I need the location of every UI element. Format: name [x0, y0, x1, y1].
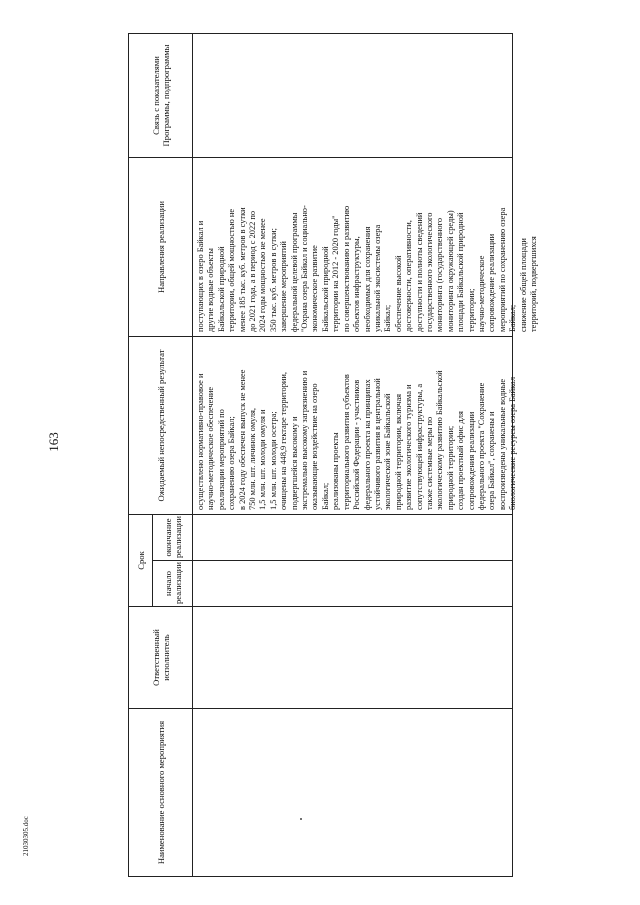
directions-line: территории, общей мощностью не — [227, 208, 237, 332]
directions-line: менее 185 тыс. куб. метров в сутки — [237, 207, 247, 332]
directions-line: Байкальской природной — [320, 246, 330, 332]
directions-line: государственного экологического — [424, 212, 434, 332]
expected_result-line: природной территории; — [445, 425, 455, 510]
expected_result-line: осуществлено нормативно-правовое и — [196, 373, 205, 510]
directions-line: научно-методическое — [476, 255, 486, 332]
cell-executor — [193, 607, 513, 709]
directions-line: поступающих в озеро Байкал и — [196, 220, 205, 332]
directions-line: Байкал; — [508, 304, 518, 332]
header-directions: Направления реализации — [129, 157, 193, 336]
cell-directions — [193, 157, 538, 336]
directions-line: до 2021 года, а в период с 2022 по — [248, 210, 258, 332]
directions-line: площади Байкальской природной — [456, 212, 466, 332]
header-expected-result: Ожидаемый непосредственный результат — [129, 336, 193, 514]
expected_result-line: федерального проекта "Сохранение — [476, 382, 486, 510]
directions-line: территорий, подвергшихся — [529, 236, 538, 332]
expected_result-line: очищены на 448,9 гектаре территории, — [279, 372, 289, 510]
expected_result-line: также системные меры по — [424, 416, 434, 510]
expected_result-line: озера Байкал", сохранены и — [487, 411, 497, 510]
page-number: 163 — [46, 432, 61, 452]
expected_result-line: устойчивого развития в центральной — [372, 378, 382, 510]
directions-line: завершение мероприятий — [279, 241, 289, 332]
rotated-table-container — [128, 34, 538, 877]
directions-line: экономическое развитие — [310, 245, 320, 332]
expected_result-line: территориального развития субъектов — [341, 374, 351, 510]
directions-line: достоверности, оперативности, — [404, 220, 414, 332]
expected_result-line: сопровождения реализации — [466, 411, 476, 510]
directions-line: мониторинга окружающей среды) — [445, 210, 455, 332]
directions-line: доступности и полноты сведений — [414, 212, 424, 332]
directions-line: сопровождение реализации — [487, 233, 497, 332]
expected_result-line: Российской Федерации - участников — [352, 379, 362, 510]
expected_result-line: реализации мероприятий по — [216, 409, 226, 510]
expected_result-line: 1,5 млн. шт. молоди осетра; — [268, 411, 278, 510]
directions-line: необходимых для сохранения — [362, 226, 372, 332]
directions-line: уникальной экосистемы озера — [372, 224, 382, 332]
cell-expected-result — [193, 336, 518, 514]
directions-line: Байкал; — [383, 304, 393, 332]
directions-line: снижение общей площади — [518, 238, 528, 332]
directions-line: территории; — [466, 288, 476, 332]
directions-line: по совершенствованию и развитию — [341, 205, 351, 332]
header-relation: Связь с показателями Программы, подпрограммы — [129, 33, 193, 157]
directions-line: Байкальской природной — [216, 246, 226, 332]
expected_result-line: экологической зоне Байкальской — [383, 393, 393, 510]
directions-line: 350 тыс. куб. метров в сутки; — [268, 228, 278, 332]
expected_result-line: экстремально высокому загрязнению и — [300, 370, 310, 510]
directions-line: 2024 годы мощностью не менее — [258, 218, 268, 332]
header-term: Срок — [129, 514, 153, 606]
expected_result-line: федерального проекта на принципах — [362, 379, 372, 510]
expected_result-line: сопутствующей инфраструктуры, а — [414, 383, 424, 510]
expected_result-line: развитие экологического туризма и — [404, 384, 414, 510]
measures-table — [128, 33, 538, 877]
expected_result-line: Байкал; — [320, 482, 330, 510]
directions-line: "Охрана озера Байкал и социально- — [300, 205, 310, 332]
header-term-end: окончание реализации — [153, 514, 193, 560]
expected_result-line: подвергшейся высокому и — [289, 416, 299, 510]
table-row — [193, 33, 513, 876]
document-code: 21030305.doc — [22, 816, 30, 856]
expected_result-line: воспроизведены уникальные водные — [497, 378, 507, 510]
directions-line: территории на 2012 - 2020 годы" — [331, 215, 341, 332]
cell-term-end — [193, 514, 513, 560]
expected_result-line: экологическому развитию Байкальской — [435, 370, 445, 510]
expected_result-line: оказывающие воздействие на озеро — [310, 383, 320, 510]
directions-line: объектов инфраструктуры, — [352, 236, 362, 332]
expected_result-line: 750 млн. шт. личинок омуля, — [248, 408, 258, 510]
expected_result-line: создан проектный офис для — [456, 411, 466, 510]
expected_result-line: 1,5 млн. шт. молоди омуля и — [258, 409, 268, 510]
directions-line: другие водные объекты — [206, 248, 216, 332]
cell-term-start — [193, 561, 513, 607]
expected_result-line: сохранению озера Байкал; — [227, 416, 237, 510]
header-executor: Ответственный исполнитель — [129, 607, 193, 709]
cell-relation — [193, 33, 513, 157]
expected_result-line: реализованы проекты — [331, 432, 341, 510]
directions-line: мероприятий по сохранению озера — [497, 207, 507, 332]
directions-line: федеральной целевой программы — [289, 212, 299, 332]
directions-line: мониторинга (государственного — [435, 217, 445, 332]
expected_result-line: биологические ресурсы озера Байкал — [508, 376, 518, 510]
expected_result-line: в 2024 году обеспечен выпуск не менее — [237, 369, 247, 510]
expected_result-line: научно-методическое обеспечение — [206, 386, 216, 510]
directions-line: обеспечение высокой — [393, 255, 403, 332]
header-measure-name: Наименование основного мероприятия — [129, 709, 193, 877]
cell-measure-name — [193, 709, 513, 877]
header-term-start: начало реализации — [153, 561, 193, 607]
expected_result-line: природной территории, включая — [393, 393, 403, 510]
header-row-1 — [129, 33, 153, 876]
